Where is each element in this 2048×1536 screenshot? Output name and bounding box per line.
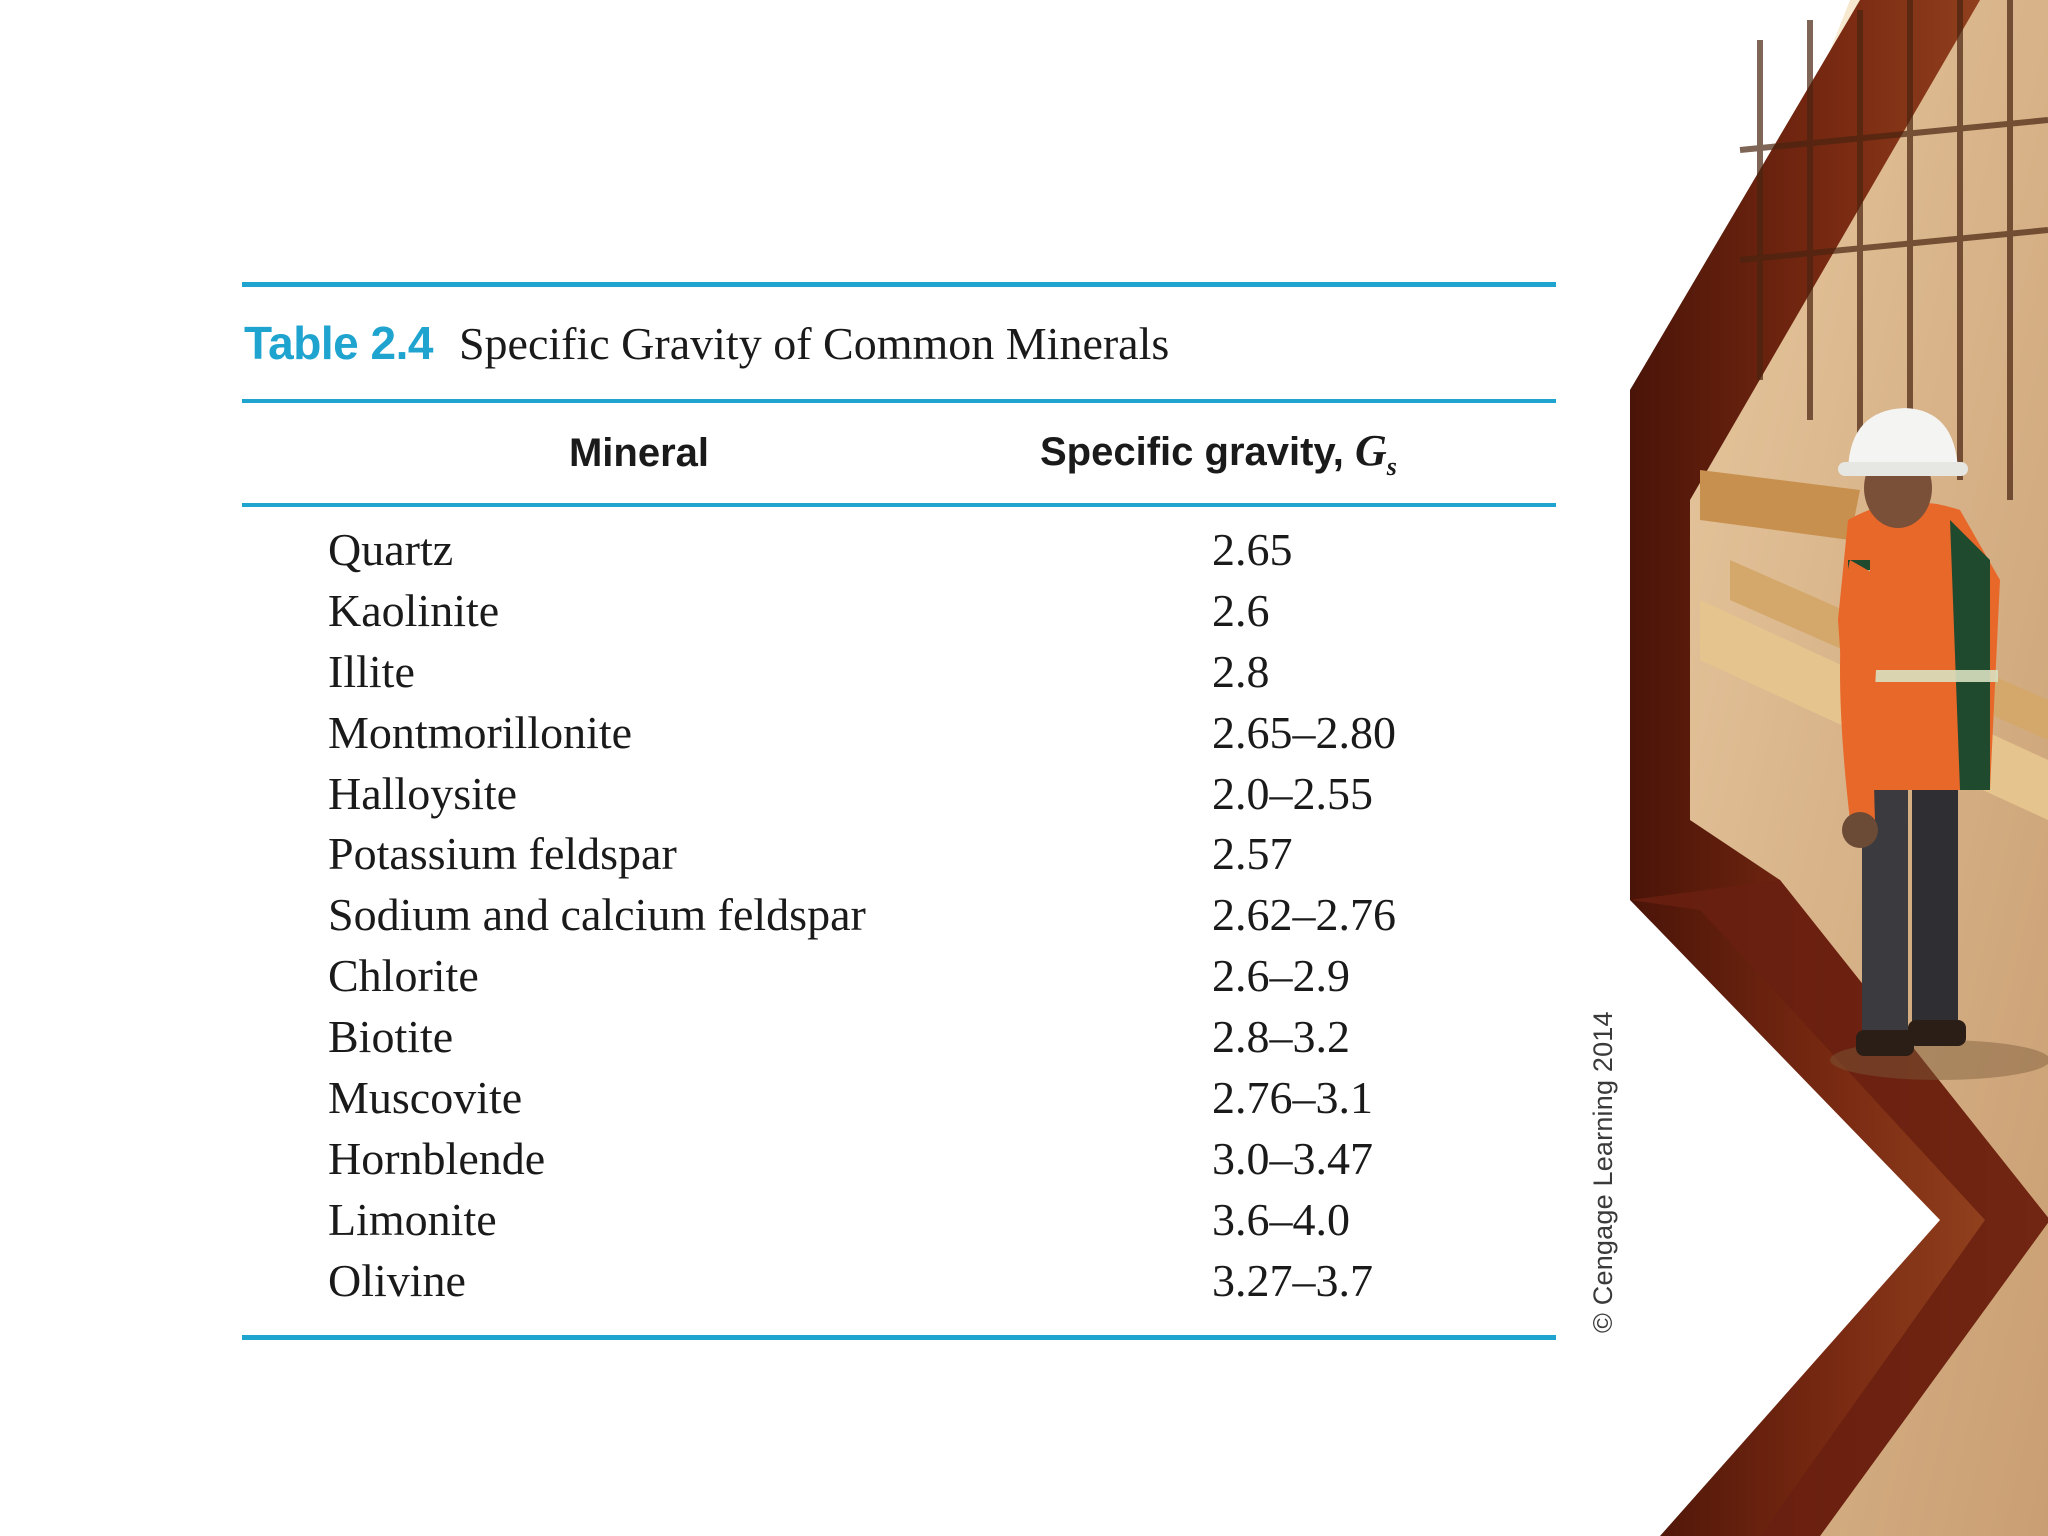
- cell-gravity: 3.27–3.7: [1212, 1254, 1373, 1306]
- table-body: [242, 507, 1556, 1335]
- gs-letter: G: [1354, 425, 1387, 475]
- cell-gravity: 2.62–2.76: [1212, 889, 1396, 941]
- table-caption: [242, 287, 1556, 399]
- header-gravity-text: Specific gravity,: [1040, 429, 1355, 474]
- table-row: [242, 1006, 1556, 1067]
- table-row: [242, 519, 1556, 580]
- cell-mineral: Biotite: [328, 1011, 454, 1063]
- cell-mineral: Kaolinite: [328, 584, 500, 636]
- table-row: [242, 763, 1556, 824]
- cell-mineral: Hornblende: [328, 1132, 546, 1184]
- table-label: Table 2.4: [244, 317, 433, 369]
- cell-mineral: Muscovite: [328, 1071, 523, 1123]
- cell-gravity: 2.6–2.9: [1212, 950, 1350, 1002]
- cell-mineral: Illite: [328, 645, 415, 697]
- cell-mineral: Sodium and calcium feldspar: [328, 889, 866, 941]
- mineral-table: [242, 282, 1556, 1340]
- cell-mineral: Quartz: [328, 523, 454, 575]
- table-row: [242, 823, 1556, 884]
- cell-gravity: 2.76–3.1: [1212, 1071, 1373, 1123]
- table-title: Specific Gravity of Common Minerals: [458, 317, 1170, 369]
- cell-gravity: 2.8–3.2: [1212, 1011, 1350, 1063]
- cell-mineral: Montmorillonite: [328, 706, 633, 758]
- cell-mineral: Olivine: [328, 1254, 466, 1306]
- cell-gravity: 2.6: [1212, 584, 1270, 636]
- header-mineral: Mineral: [568, 430, 710, 475]
- table-row: [242, 884, 1556, 945]
- cell-mineral: Limonite: [328, 1193, 497, 1245]
- cell-gravity: 2.65–2.80: [1212, 706, 1396, 758]
- cell-gravity: 3.6–4.0: [1212, 1193, 1350, 1245]
- gs-subscript: s: [1386, 451, 1397, 481]
- cell-gravity: 2.65: [1212, 523, 1293, 575]
- cell-mineral: Potassium feldspar: [328, 828, 677, 880]
- table-row: [242, 580, 1556, 641]
- table-row: [242, 945, 1556, 1006]
- table-header-row: [242, 403, 1556, 503]
- table-bottom-rule: [242, 1335, 1556, 1340]
- cell-gravity: 2.57: [1212, 828, 1293, 880]
- table-row: [242, 1189, 1556, 1250]
- copyright-credit: © Cengage Learning 2014: [1588, 1011, 1618, 1333]
- table-row: [242, 1250, 1556, 1311]
- table-row: [242, 1128, 1556, 1189]
- table-row: [242, 1067, 1556, 1128]
- cell-mineral: Halloysite: [328, 767, 518, 819]
- cell-gravity: 3.0–3.47: [1212, 1132, 1373, 1184]
- cell-gravity: 2.0–2.55: [1212, 767, 1373, 819]
- cell-gravity: 2.8: [1212, 645, 1270, 697]
- header-specific-gravity: [1036, 425, 1556, 482]
- table-row: [242, 702, 1556, 763]
- table-row: [242, 641, 1556, 702]
- cell-mineral: Chlorite: [328, 950, 479, 1002]
- header-gravity-symbol: [1354, 425, 1397, 481]
